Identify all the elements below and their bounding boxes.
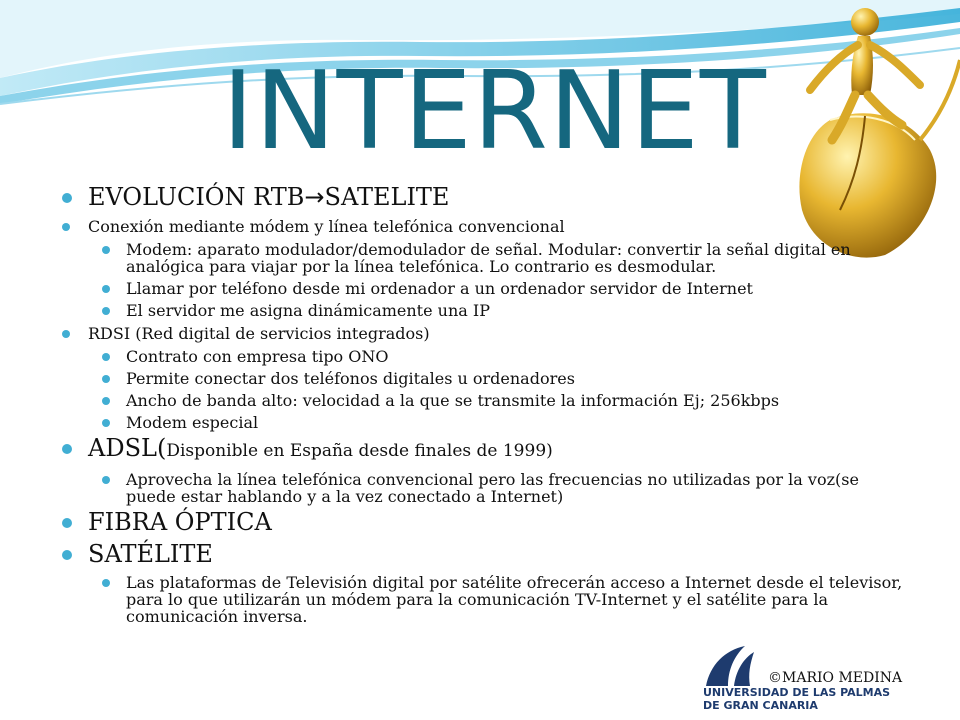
bullet-dot: [62, 518, 72, 528]
bullet-dot: [62, 444, 72, 454]
bullet-rdsi: RDSI (Red digital de servicios integrados): [56, 324, 906, 343]
arrow-right-icon: →: [304, 183, 325, 211]
bullet-llamar-telefono: Llamar por teléfono desde mi ordenador a un ordenador servidor de Internet: [56, 280, 906, 297]
bullet-plataformas-tv: Las plataformas de Televisión digital por satélite ofrecerán acceso a Internet desde el televisor, para lo que utilizarán un módem para la comunicación TV-Internet y el satélite para la comunicación inversa.: [56, 574, 906, 625]
bullet-dot: [102, 397, 110, 405]
bullet-modem-especial: Modem especial: [56, 414, 906, 431]
bullet-dot: [102, 579, 110, 587]
university-name: UNIVERSIDAD DE LAS PALMAS DE GRAN CANARIA: [703, 686, 891, 712]
bullet-dot: [102, 285, 110, 293]
bullet-dot: [102, 476, 110, 484]
bullet-dot: [102, 246, 110, 254]
bullet-servidor-ip: El servidor me asigna dinámicamente una IP: [56, 302, 906, 319]
bullet-rtb-satelite: EVOLUCIÓN RTB→SATELITE: [56, 182, 906, 212]
bullet-conexion-modem: Conexión mediante módem y línea telefónica convencional: [56, 217, 906, 236]
bullet-satelite: SATÉLITE: [56, 539, 906, 569]
bullet-dot: [62, 330, 70, 338]
bullet-dot: [62, 550, 72, 560]
bullet-aprovecha-linea: Aprovecha la línea telefónica convencional pero las frecuencias no utilizadas por la voz(se puede estar hablando y a la vez conectado a Internet): [56, 471, 906, 505]
bullet-conectar-telefonos: Permite conectar dos teléfonos digitales u ordenadores: [56, 370, 906, 387]
bullet-dot: [102, 307, 110, 315]
bullet-dot: [102, 419, 110, 427]
bullet-dot: [62, 223, 70, 231]
bullet-list: [56, 180, 906, 625]
bullet-dot: [62, 193, 72, 203]
bullet-adsl: ADSL(Disponible en España desde finales de 1999): [56, 433, 906, 466]
bullet-dot: [102, 353, 110, 361]
bullet-contrato-ono: Contrato con empresa tipo ONO: [56, 348, 906, 365]
copyright-text: ©MARIO MEDINA: [768, 670, 903, 686]
bullet-dot: [102, 375, 110, 383]
bullet-fibra-optica: FIBRA ÓPTICA: [56, 507, 906, 537]
slide-title: INTERNET: [222, 49, 767, 174]
bullet-modem-definicion: Modem: aparato modulador/demodulador de señal. Modular: convertir la señal digital en analógica para viajar por la línea telefónica. Lo contrario es desmodular.: [56, 241, 906, 275]
bullet-ancho-banda: Ancho de banda alto: velocidad a la que se transmite la información Ej; 256kbps: [56, 392, 906, 409]
